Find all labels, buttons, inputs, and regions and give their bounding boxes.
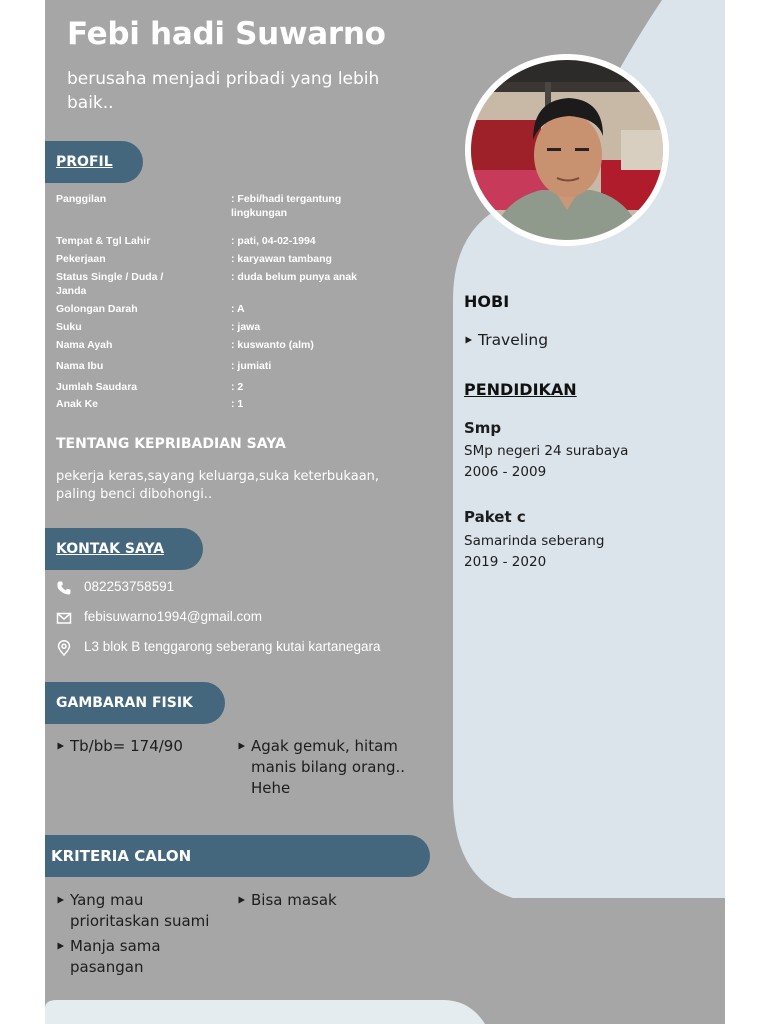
contact-phone[interactable] — [56, 578, 456, 598]
profile-value: : Febi/hadi tergantung lingkungan — [231, 193, 342, 219]
profile-label: Golongan Darah — [56, 303, 138, 315]
profile-label: Tempat & Tgl Lahir — [56, 235, 151, 247]
resume-page — [45, 0, 725, 1024]
education-years: 2006 - 2009 — [464, 464, 547, 480]
hobby-item — [464, 330, 664, 351]
section-criteria-title: KRITERIA CALON — [45, 835, 430, 877]
education-school: Samarinda seberang — [464, 533, 605, 549]
criteria-item — [237, 890, 417, 911]
hobby-item-text: Traveling — [478, 331, 549, 349]
criteria-item-text: Bisa masak — [251, 891, 337, 909]
address-text: L3 blok B tenggarong seberang kutai kartanegara — [84, 639, 381, 654]
section-profile-title: PROFIL — [45, 141, 143, 183]
profile-label: Panggilan — [56, 193, 107, 205]
bullet-icon — [56, 939, 66, 953]
phone-number: 082253758591 — [84, 579, 175, 594]
profile-label: Status Single / Duda / Janda — [56, 271, 164, 297]
bullet-icon — [464, 333, 474, 347]
profile-row — [56, 192, 396, 222]
profile-value: : jumiati — [231, 360, 272, 372]
portrait-illustration — [471, 60, 663, 240]
criteria-item-text: Yang mau prioritaskan suami — [70, 891, 210, 930]
profile-value: : jawa — [231, 321, 261, 333]
profile-photo — [471, 60, 663, 240]
profile-label: Nama Ibu — [56, 360, 104, 372]
physical-item-text: Tb/bb= 174/90 — [70, 737, 183, 755]
person-name: Febi hadi Suwarno — [67, 16, 386, 52]
physical-item-text: Agak gemuk, hitam manis bilang orang.. Hehe — [251, 737, 406, 797]
physical-item — [237, 736, 417, 799]
profile-label: Anak Ke — [56, 398, 99, 410]
education-school: SMp negeri 24 surabaya — [464, 443, 629, 459]
profile-label: Nama Ayah — [56, 339, 113, 351]
contact-address[interactable] — [56, 638, 456, 658]
section-education-title: PENDIDIKAN — [464, 380, 577, 399]
profile-label: Pekerjaan — [56, 253, 106, 265]
physical-item — [56, 736, 231, 757]
profile-value: : 2 — [231, 381, 244, 393]
education-level: Smp — [464, 419, 502, 437]
section-physical-title: GAMBARAN FISIK — [45, 682, 225, 724]
profile-value: : pati, 04-02-1994 — [231, 235, 316, 247]
bullet-icon — [237, 893, 247, 907]
education-level: Paket c — [464, 508, 526, 526]
profile-value: : 1 — [231, 398, 244, 410]
section-hobby-title: HOBI — [464, 292, 510, 311]
bullet-icon — [56, 893, 66, 907]
profile-value: : duda belum punya anak — [231, 271, 358, 283]
profile-label: Suku — [56, 321, 82, 333]
criteria-item-text: Manja sama pasangan — [70, 937, 161, 976]
profile-value: : karyawan tambang — [231, 253, 332, 265]
criteria-item — [56, 936, 216, 978]
profile-value: : A — [231, 303, 245, 315]
bullet-icon — [237, 739, 247, 753]
bullet-icon — [56, 739, 66, 753]
location-pin-icon — [56, 640, 72, 656]
contact-email[interactable] — [56, 608, 456, 628]
tagline: berusaha menjadi pribadi yang lebih baik.. — [67, 69, 380, 113]
profile-label: Jumlah Saudara — [56, 381, 138, 393]
phone-icon — [56, 580, 72, 596]
profile-value: : kuswanto (alm) — [231, 339, 314, 351]
section-contact-title: KONTAK SAYA — [45, 528, 203, 570]
email-address: febisuwarno1994@gmail.com — [84, 609, 263, 624]
mail-icon — [56, 610, 72, 626]
about-text: pekerja keras,sayang keluarga,suka keterbukaan, paling benci dibohongi.. — [56, 469, 380, 502]
criteria-item — [56, 890, 231, 932]
education-years: 2019 - 2020 — [464, 554, 547, 570]
section-about-title: TENTANG KEPRIBADIAN SAYA — [56, 436, 286, 452]
